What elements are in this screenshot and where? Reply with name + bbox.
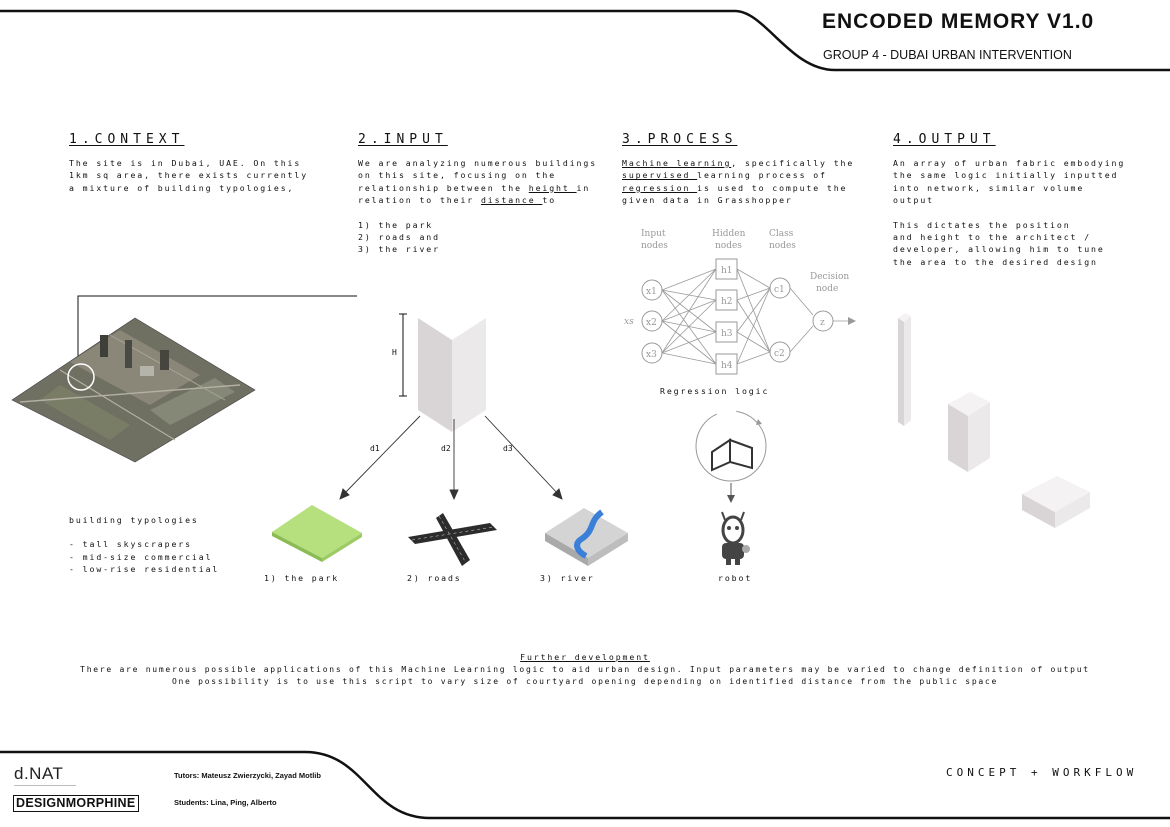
further-line: There are numerous possible applications of this Machine Learning logic to aid urban design. Input parameters may be varied to change definition of output — [80, 665, 1090, 674]
supervised-term: supervised — [622, 170, 698, 181]
distance-label-1: d1 — [370, 444, 380, 453]
output-line: and height to the architect / — [893, 232, 1092, 243]
input-nodes-title: nodes — [641, 241, 668, 251]
context-heading: 1.CONTEXT — [69, 132, 185, 147]
regression-caption: Regression logic — [660, 386, 770, 396]
decision-node-title: Decision — [810, 272, 850, 282]
output-line: the area to the desired design — [893, 256, 1098, 267]
regression-term: regression — [622, 182, 698, 193]
distance-term: distance — [480, 195, 543, 206]
input-node-label: x2 — [646, 318, 657, 328]
hidden-nodes-title: Hidden — [712, 229, 746, 239]
typology-item: - mid-size commercial — [69, 551, 213, 562]
context-line: a mixture of building typologies, — [69, 182, 295, 193]
distance-label-2: d2 — [441, 444, 451, 453]
output-heading: 4.OUTPUT — [893, 132, 996, 147]
further-title: Further development — [520, 652, 650, 662]
input-heading: 2.INPUT — [358, 132, 448, 147]
process-line: regression is used to compute the — [622, 182, 848, 193]
process-line: supervised learning process of — [622, 170, 827, 181]
typologies-title: building typologies — [69, 515, 199, 525]
output-line: the same logic initially inputted — [893, 170, 1119, 181]
input-line: relationship between the height in — [358, 182, 591, 193]
hidden-node-label: h3 — [721, 329, 733, 339]
process-line: Machine learning, specifically the — [622, 158, 855, 168]
river-caption: 3) river — [540, 573, 595, 583]
process-heading: 3.PROCESS — [622, 132, 738, 147]
decision-node-title: node — [816, 284, 839, 294]
page-title: ENCODED MEMORY V1.0 — [822, 10, 1095, 33]
hidden-nodes-title: nodes — [715, 241, 742, 251]
context-line: 1km sq area, there exists currently — [69, 170, 309, 181]
input-node-label: x3 — [646, 350, 657, 360]
tutors-label: Tutors: Mateusz Zwierzycki, Zayad Motlib — [174, 771, 321, 780]
distance-label-3: d3 — [503, 444, 513, 453]
mid-size-volume — [948, 392, 990, 472]
hidden-node-label: h2 — [721, 297, 733, 307]
class-nodes-title: Class — [769, 229, 794, 239]
class-node-label: c2 — [774, 349, 785, 359]
output-line: This dictates the position — [893, 219, 1071, 230]
class-nodes-title: nodes — [769, 241, 796, 251]
designmorphine-logo: DESIGNMORPHINE — [13, 795, 139, 812]
roads-caption: 2) roads — [407, 573, 462, 583]
height-term: height — [528, 182, 577, 193]
hidden-node-label: h1 — [721, 266, 733, 276]
input-list-item: 3) the river — [358, 244, 440, 255]
output-line: developer, allowing him to tune — [893, 244, 1105, 255]
decision-node-label: z — [820, 318, 825, 328]
output-line: output — [893, 195, 934, 206]
input-line: relation to their distance to — [358, 195, 557, 206]
robot-caption: robot — [718, 573, 753, 583]
input-list-item: 1) the park — [358, 219, 434, 230]
machine-learning-term: Machine learning — [622, 158, 732, 168]
process-line: given data in Grasshopper — [622, 195, 793, 206]
hidden-node-label: h4 — [721, 361, 733, 371]
input-node-label: x1 — [646, 287, 657, 297]
dnat-logo: d.NAT — [14, 764, 64, 783]
class-node-label: c1 — [774, 285, 785, 295]
further-line: One possibility is to use this script to vary size of courtyard opening depending on identified distance from the public space — [171, 677, 999, 686]
input-list-item: 2) roads and — [358, 232, 440, 243]
xs-label: xs — [624, 317, 634, 327]
page-subtitle: GROUP 4 - DUBAI URBAN INTERVENTION — [823, 48, 1072, 62]
output-line: into network, similar volume — [893, 182, 1085, 193]
input-line: We are analyzing numerous buildings — [358, 158, 598, 168]
context-line: The site is in Dubai, UAE. On this — [69, 158, 302, 168]
students-label: Students: Lina, Ping, Alberto — [174, 798, 277, 807]
park-caption: 1) the park — [264, 573, 340, 583]
height-label: H — [392, 348, 397, 357]
tall-skyscraper-volume — [898, 313, 911, 426]
input-line: on this site, focusing on the — [358, 170, 557, 181]
input-nodes-title: Input — [641, 229, 666, 239]
typology-item: - low-rise residential — [69, 564, 220, 575]
output-line: An array of urban fabric embodying — [893, 158, 1126, 168]
typology-item: - tall skyscrapers — [69, 539, 192, 550]
concept-workflow-label: CONCEPT + WORKFLOW — [946, 766, 1138, 779]
low-rise-volume — [1022, 476, 1090, 528]
logo-divider — [14, 785, 76, 786]
